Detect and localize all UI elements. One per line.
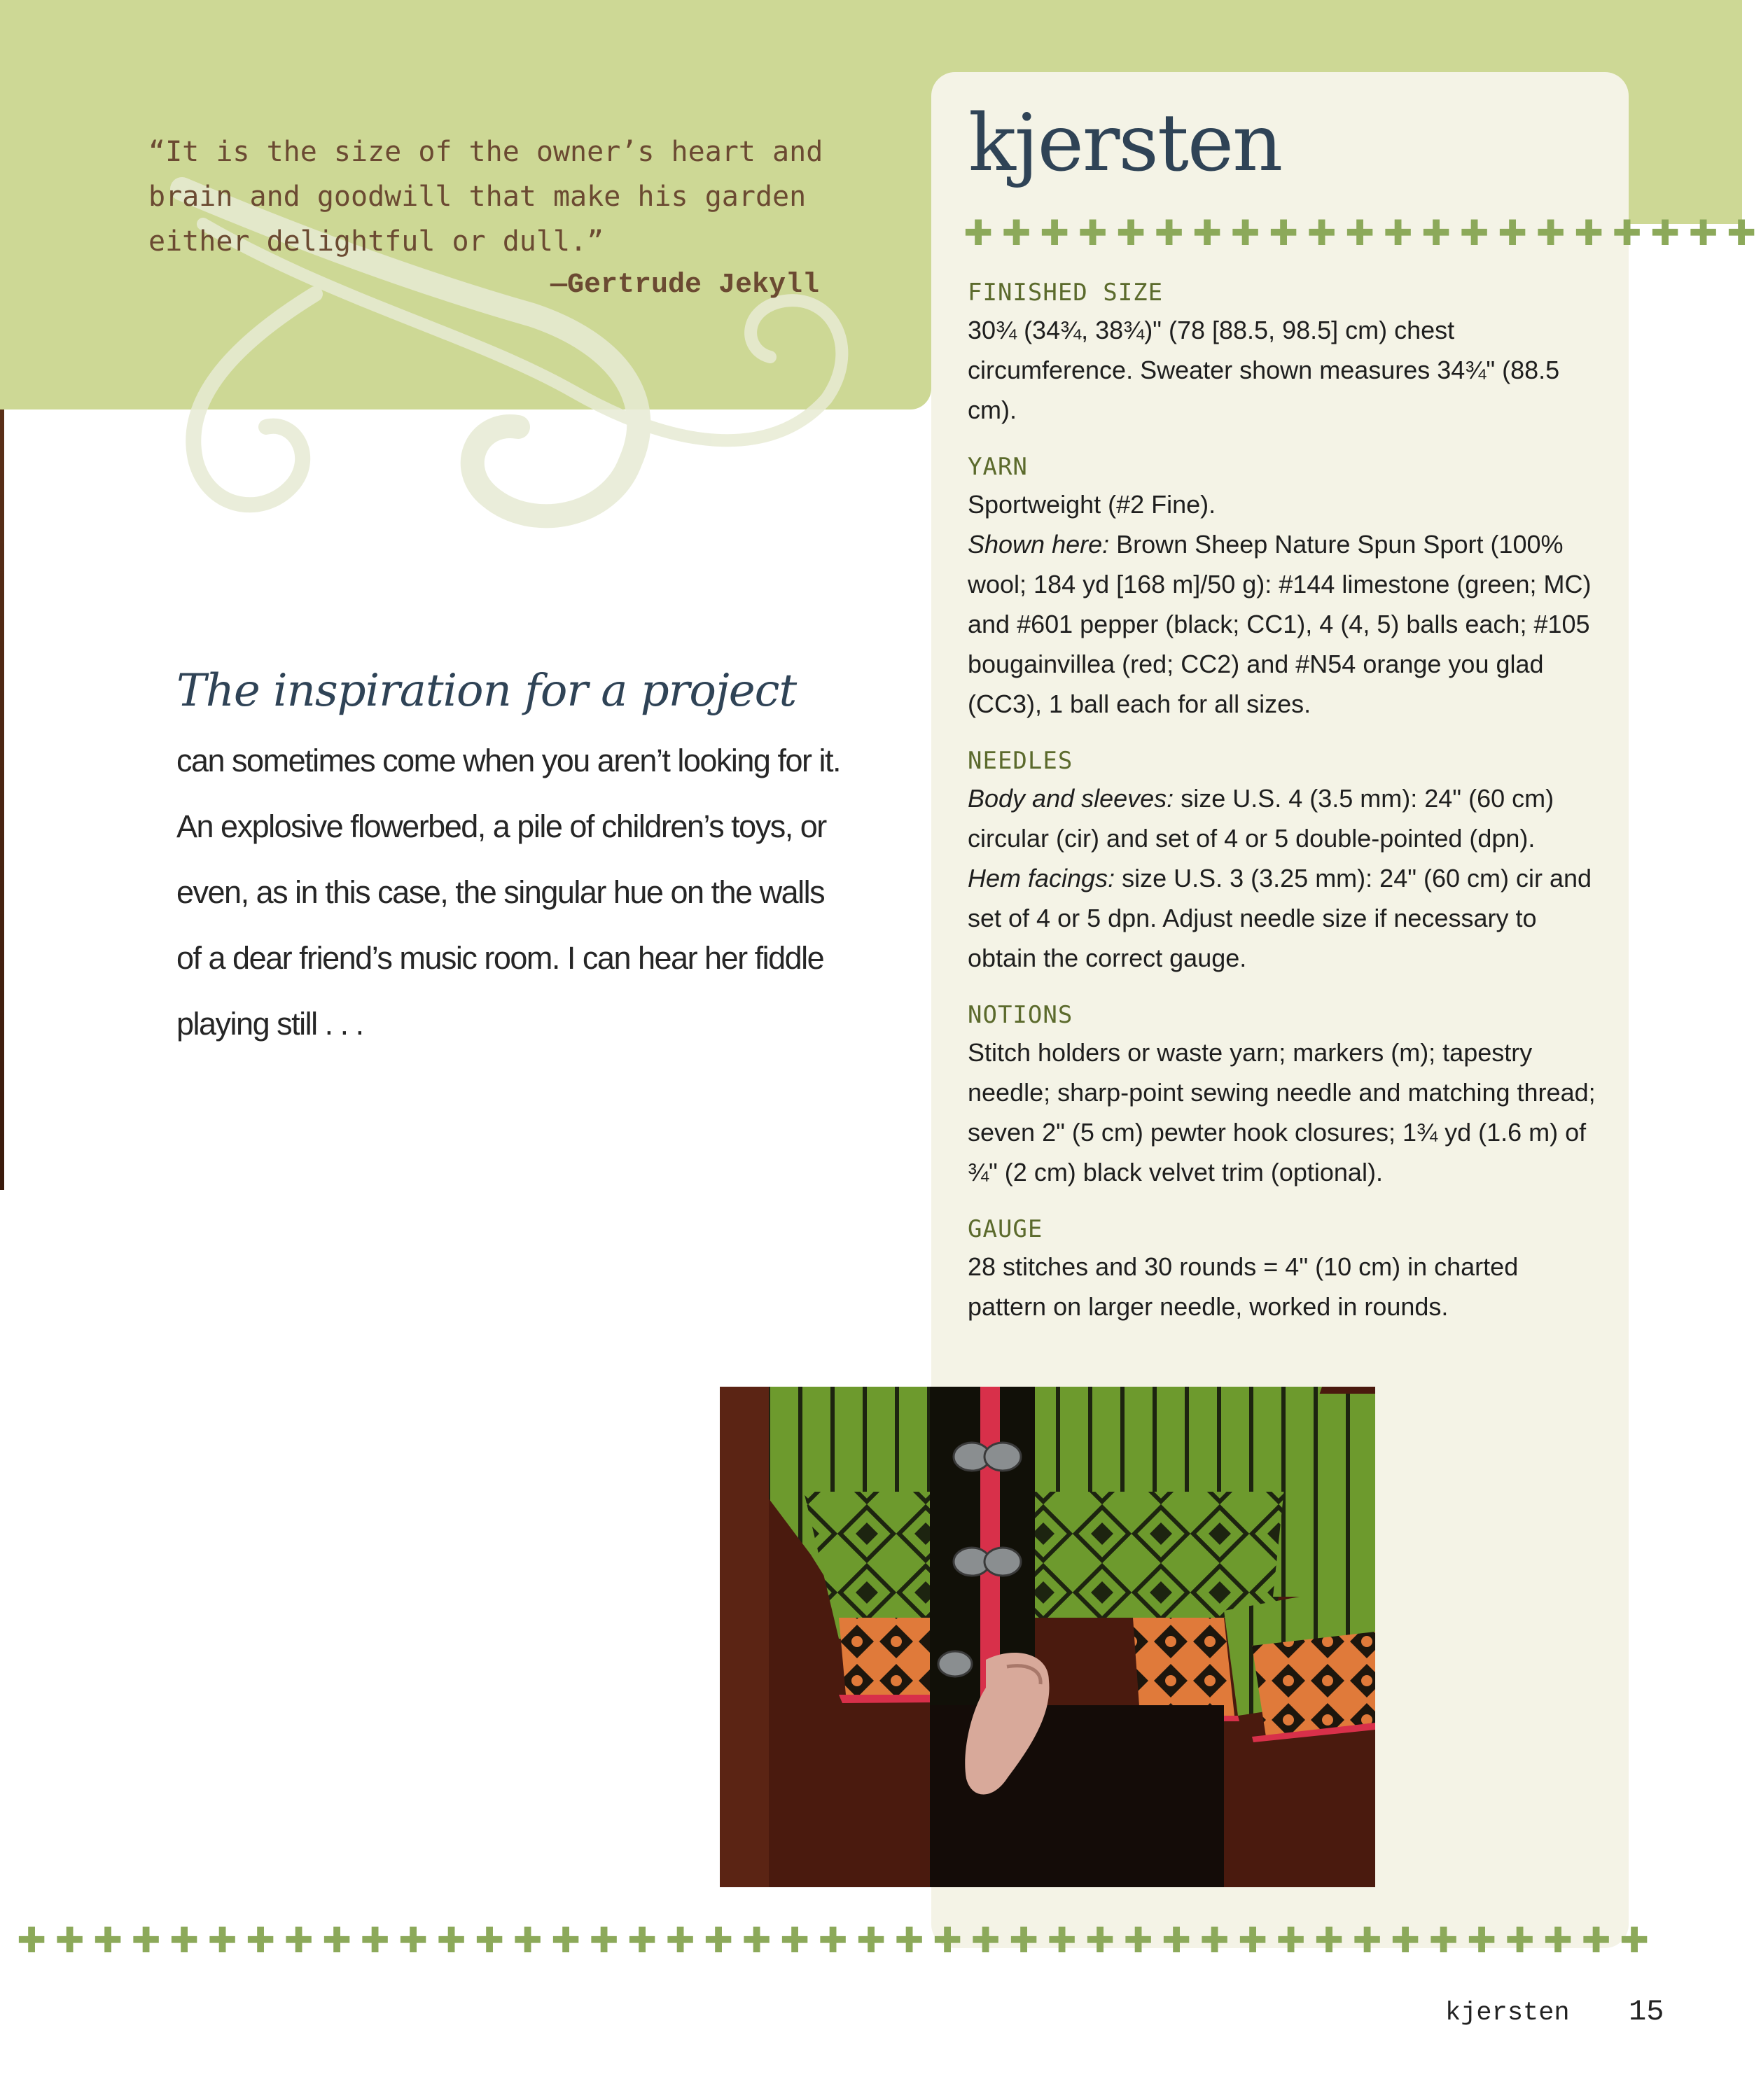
cross-ornament-icon: ✚ [970,1920,1001,1961]
cross-ornament-icon: ✚ [1428,1920,1459,1961]
sweater-photo [720,1387,1375,1887]
cross-ornament-icon: ✚ [1162,1920,1192,1961]
spec-text: Stitch holders or waste yarn; markers (m); tapestry needle; sharp-point sewing needle and matching thread; seven 2" (5 cm) pewter hook closures; 1¾ yd (1.6 m) of ¾" (2 cm) black velvet trim (optional). [968,1038,1596,1186]
cross-ornament-icon: ✚ [284,1920,314,1961]
cross-ornament-icon: ✚ [322,1920,352,1961]
spec-heading: YARN [968,453,1028,481]
cross-ornament-icon: ✚ [1238,1920,1268,1961]
spec-text: 28 stitches and 30 rounds = 4" (10 cm) in charted pattern on larger needle, worked in rounds. [968,1252,1519,1321]
cross-ornament-icon: ✚ [1421,213,1452,253]
quote-line: either delightful or dull.” [148,225,604,258]
intro-paragraph [176,658,849,1057]
cross-ornament-icon: ✚ [742,1920,772,1961]
cross-ornament-icon: ✚ [93,1920,123,1961]
cross-ornament-icon: ✚ [1352,1920,1382,1961]
cross-ornament-icon: ✚ [1269,213,1299,253]
cross-ornament-icon: ✚ [665,1920,695,1961]
cross-ornament-icon: ✚ [1276,1920,1306,1961]
spec-text: Sportweight (#2 Fine). [968,490,1216,519]
cross-ornament-icon: ✚ [1314,1920,1344,1961]
cross-ornament-icon: ✚ [1307,213,1337,253]
cross-ornament-icon: ✚ [1199,1920,1230,1961]
cross-ornament-icon: ✚ [246,1920,276,1961]
cross-ornament-icon: ✚ [17,1920,47,1961]
cross-ornament-icon: ✚ [1230,213,1260,253]
cross-ornament-icon: ✚ [1078,213,1108,253]
quote-line: “It is the size of the owner’s heart and [148,136,823,168]
spec-label: Body and sleeves: [968,784,1174,813]
cross-ornament-icon: ✚ [780,1920,810,1961]
cross-ornament-icon: ✚ [856,1920,886,1961]
cross-ornament-icon: ✚ [963,213,994,253]
cross-ornament-icon: ✚ [1154,213,1184,253]
cross-ornament-icon: ✚ [1047,1920,1077,1961]
cross-ornament-icon: ✚ [551,1920,581,1961]
cross-ornament-icon: ✚ [1467,1920,1497,1961]
spec-finished-size [968,275,1598,430]
intro-lead: The inspiration for a project [176,665,797,717]
cross-ornament-icon: ✚ [818,1920,848,1961]
cross-ornament-icon: ✚ [1391,1920,1421,1961]
quote-attribution: —Gertrude Jekyll [550,270,819,301]
quote-line: brain and goodwill that make his garden [148,181,807,213]
spec-notions [968,997,1598,1192]
cross-ornament-icon: ✚ [475,1920,505,1961]
cross-ornament-icon: ✚ [1009,1920,1039,1961]
cross-ornament-icon: ✚ [1040,213,1070,253]
spec-value: size U.S. 4 (3.5 mm): 24" (60 cm) circular (cir) and set of 4 or 5 double-pointed (dpn). [968,784,1554,853]
spec-text [968,778,1598,858]
cross-ornament-icon: ✚ [1085,1920,1115,1961]
intro-text: can sometimes come when you aren’t looking for it. An explosive flowerbed, a pile of children’s toys, or even, as in this case, the singular hue on the walls of a dear friend’s music room. I can hear her fiddle playing still . . . [176,743,840,1042]
cross-ornament-icon: ✚ [131,1920,161,1961]
spec-value: size U.S. 3 (3.25 mm): 24" (60 cm) cir and set of 4 or 5 dpn. Adjust needle size if necessary to obtain the correct gauge. [968,864,1592,972]
cross-ornament-icon: ✚ [1536,213,1566,253]
cross-ornament-icon: ✚ [1505,1920,1535,1961]
spec-gauge [968,1212,1598,1326]
cross-ornament-icon: ✚ [1192,213,1223,253]
pattern-specs [968,275,1598,1346]
cross-ornament-icon: ✚ [1650,213,1680,253]
cross-ornament-icon: ✚ [1581,1920,1611,1961]
cross-ornament-icon: ✚ [513,1920,543,1961]
cross-ornament-icon: ✚ [1498,213,1528,253]
cross-ornament-icon: ✚ [1620,1920,1650,1961]
cross-ornament-icon: ✚ [1116,213,1146,253]
spec-heading: FINISHED SIZE [968,279,1164,307]
cross-ornament-icon: ✚ [1001,213,1031,253]
spec-text: 30¾ (34¾, 38¾)" (78 [88.5, 98.5] cm) chest circumference. Sweater shown measures 34¾" (88.5 cm). [968,316,1560,424]
cross-ornament-icon: ✚ [1688,213,1718,253]
spec-text [968,524,1598,724]
pattern-title: kjersten [968,98,1282,189]
cross-ornament-icon: ✚ [1123,1920,1153,1961]
cross-ornament-icon: ✚ [1383,213,1413,253]
cross-ornament-icon: ✚ [398,1920,429,1961]
cross-ornament-icon: ✚ [207,1920,237,1961]
epigraph-quote [148,130,835,264]
spec-text [968,858,1598,978]
cross-ornament-row-bottom [13,1921,1654,1960]
cross-ornament-icon: ✚ [589,1920,619,1961]
spec-label: Shown here: [968,530,1110,559]
spec-heading: NOTIONS [968,1001,1073,1029]
footer-running-title: kjersten [1445,1998,1570,2028]
cross-ornament-icon: ✚ [436,1920,466,1961]
cross-ornament-icon: ✚ [1727,213,1757,253]
cross-ornament-icon: ✚ [360,1920,390,1961]
cross-ornament-icon: ✚ [894,1920,924,1961]
spec-heading: NEEDLES [968,747,1073,775]
page-number: 15 [1629,1995,1664,2029]
cross-ornament-row-top [959,214,1761,253]
cross-ornament-icon: ✚ [1612,213,1642,253]
spec-needles [968,743,1598,978]
cross-ornament-icon: ✚ [1345,213,1375,253]
cross-ornament-icon: ✚ [704,1920,734,1961]
spec-label: Hem facings: [968,864,1115,892]
spec-value: Brown Sheep Nature Spun Sport (100% wool; 184 yd [168 m]/50 g): #144 limestone (green; MC) and #601 pepper (black; CC1), 4 (4, 5) balls each; #105 bougainvillea (red; CC2) and #N54 orange you glad (CC3), 1 ball each for all sizes. [968,530,1592,718]
cross-ornament-icon: ✚ [55,1920,85,1961]
spec-yarn [968,449,1598,724]
cross-ornament-icon: ✚ [1543,1920,1573,1961]
cross-ornament-icon: ✚ [1574,213,1604,253]
cross-ornament-icon: ✚ [933,1920,963,1961]
cross-ornament-icon: ✚ [627,1920,657,1961]
cross-ornament-icon: ✚ [1459,213,1489,253]
spec-heading: GAUGE [968,1215,1043,1243]
cross-ornament-icon: ✚ [169,1920,200,1961]
